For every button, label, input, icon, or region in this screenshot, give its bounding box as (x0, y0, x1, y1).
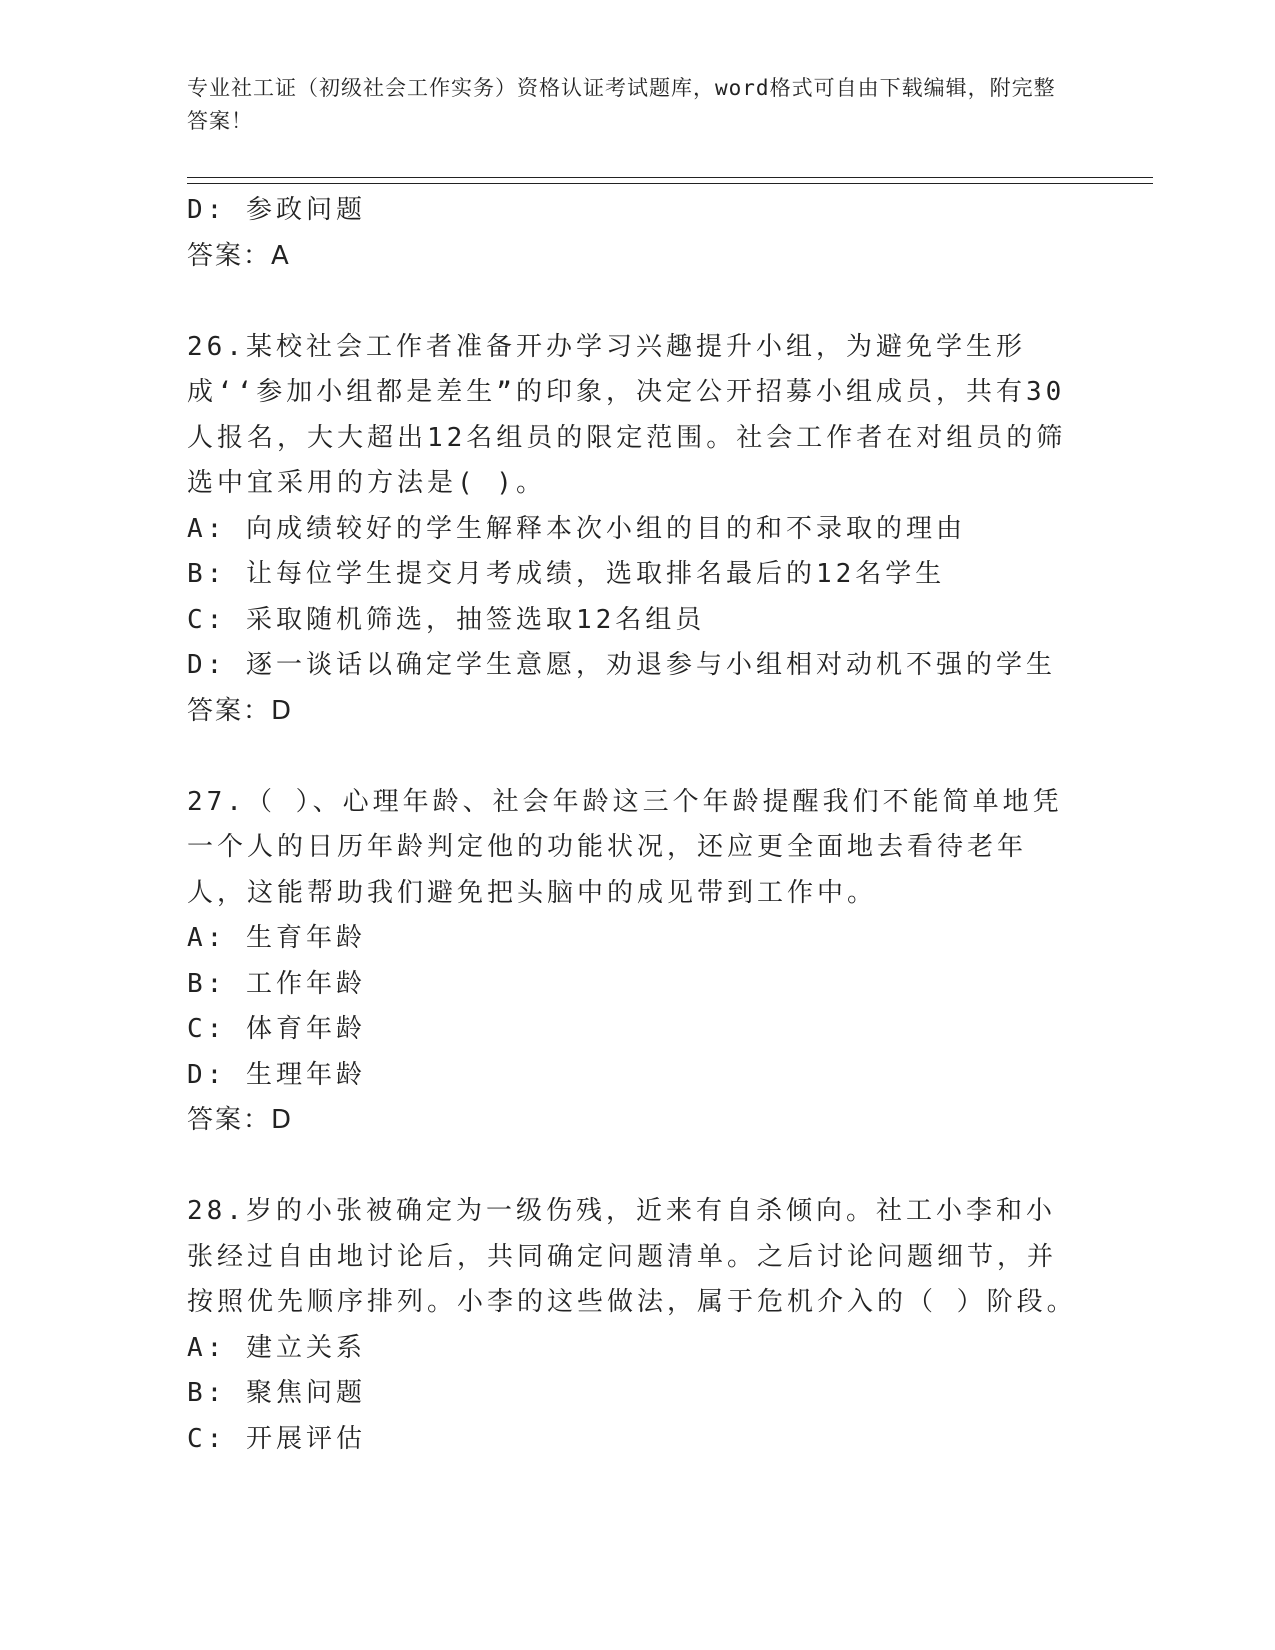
option-a: A: 建立关系 (187, 1332, 366, 1363)
header-rule-top (187, 177, 1153, 178)
option-c: C: 开展评估 (187, 1423, 366, 1454)
question-26 (187, 325, 1077, 735)
question-stem: 27.（ ）、心理年龄、社会年龄这三个年龄提醒我们不能简单地凭一个人的日历年龄判定他的功能状况，还应更全面地去看待老年人，这能帮助我们避免把头脑中的成见带到工作中。 (187, 786, 1063, 908)
question-stem: 28.岁的小张被确定为一级伤残，近来有自杀倾向。社工小李和小张经过自由地讨论后，共同确定问题清单。之后讨论问题细节，并按照优先顺序排列。小李的这些做法，属于危机介入的（ ）阶段。 (187, 1196, 1077, 1317)
question-28 (187, 1189, 1077, 1462)
option-d: D: 生理年龄 (187, 1059, 366, 1090)
question-stem: 26.某校社会工作者准备开办学习兴趣提升小组，为避免学生形成‘‘参加小组都是差生”的印象，决定公开招募小组成员，共有30人报名，大大超出12名组员的限定范围。社会工作者在对组员的筛选中宜采用的方法是( )。 (187, 331, 1067, 498)
option-d: D: 逐一谈话以确定学生意愿，劝退参与小组相对动机不强的学生 (187, 650, 1056, 680)
option-b: B: 聚焦问题 (187, 1378, 366, 1408)
header-text: 专业社工证（初级社会工作实务）资格认证考试题库，word格式可自由下载编辑，附完整答案！ (187, 76, 1056, 133)
answer-line: 答案：D (187, 695, 294, 726)
answer-line: 答案：A (187, 240, 291, 271)
option-a: A: 生育年龄 (187, 923, 366, 953)
option-a: A: 向成绩较好的学生解释本次小组的目的和不录取的理由 (187, 513, 966, 544)
spacer (187, 734, 1077, 780)
previous-question-tail (187, 188, 1077, 279)
answer-line: 答案：D (187, 1105, 294, 1135)
question-content (187, 188, 1077, 1462)
spacer (187, 279, 1077, 325)
option-c: C: 采取随机筛选，抽签选取12名组员 (187, 604, 706, 635)
spacer (187, 1144, 1077, 1190)
page-header (187, 72, 1067, 138)
option-b: B: 工作年龄 (187, 968, 366, 999)
header-rule-bottom (187, 183, 1153, 184)
option-d: D: 参政问题 (187, 195, 366, 225)
option-c: C: 体育年龄 (187, 1014, 366, 1044)
question-27 (187, 780, 1077, 1144)
option-b: B: 让每位学生提交月考成绩，选取排名最后的12名学生 (187, 559, 946, 589)
